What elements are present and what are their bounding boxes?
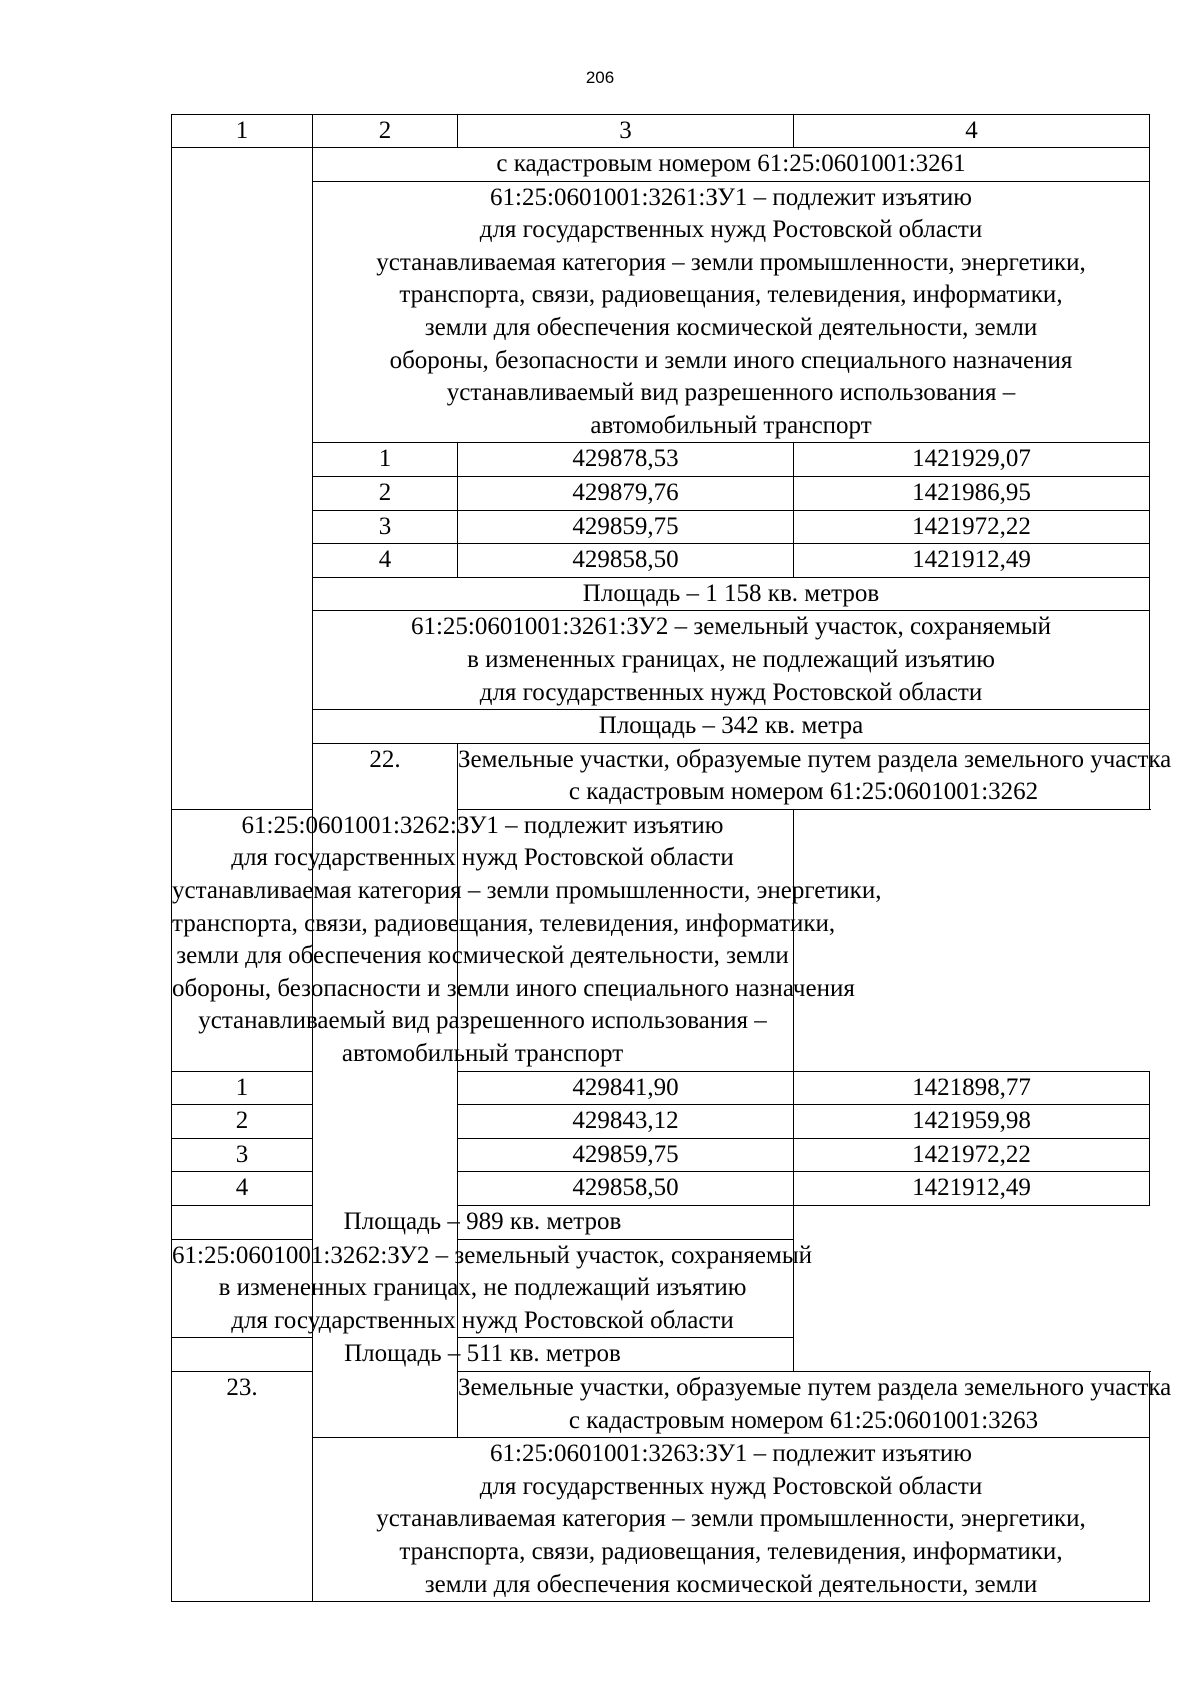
point-x: 429858,50 <box>458 544 794 578</box>
table-row <box>172 577 1150 611</box>
table-row <box>172 1239 1150 1338</box>
point-number: 4 <box>313 544 458 578</box>
plot-zu1-area: Площадь – 1 158 кв. метров <box>313 577 1150 611</box>
table-row <box>172 809 1150 1071</box>
point-number: 1 <box>172 1071 313 1105</box>
table-row <box>172 1206 1150 1240</box>
plot-zu1-description: 61:25:0601001:3261:ЗУ1 – подлежит изъятию для государственных нужд Ростовской области устанавливаемая категория – земли промышленности, энергетики, транспорта, связи, радиовещания, телевидения, информатики, земли для обеспечения космической деятельности, земли обороны, безопасности и земли иного специального назначения устанавливаемый вид разрешенного использования – автомобильный транспорт <box>313 181 1150 443</box>
column-header-2: 2 <box>313 115 458 148</box>
entry-number: 22. <box>313 743 458 1437</box>
point-y: 1421972,22 <box>794 1138 1150 1172</box>
table-row <box>172 148 1150 182</box>
page-number: 206 <box>585 68 615 87</box>
point-y: 1421929,07 <box>794 443 1150 477</box>
entry-number-cell <box>172 148 313 810</box>
table-row <box>172 181 1150 443</box>
column-header-row <box>172 115 1150 148</box>
point-y: 1421912,49 <box>794 1172 1150 1206</box>
point-y: 1421986,95 <box>794 476 1150 510</box>
column-header-4: 4 <box>794 115 1150 148</box>
point-number: 3 <box>313 510 458 544</box>
column-header-1: 1 <box>172 115 313 148</box>
point-number: 2 <box>172 1105 313 1139</box>
point-x: 429859,75 <box>458 510 794 544</box>
entry-title: Земельные участки, образуемые путем раздела земельного участка с кадастровым номером 61:25:0601001:3262 <box>458 743 1150 809</box>
point-number: 2 <box>313 476 458 510</box>
plot-zu2-area: Площадь – 342 кв. метра <box>313 710 1150 744</box>
table-row <box>172 710 1150 744</box>
plot-zu1-description: 61:25:0601001:3263:ЗУ1 – подлежит изъятию для государственных нужд Ростовской области устанавливаемая категория – земли промышленности, энергетики, транспорта, связи, радиовещания, телевидения, информатики, земли для обеспечения космической деятельности, земли <box>313 1438 1150 1602</box>
point-x: 429879,76 <box>458 476 794 510</box>
table-row <box>172 611 1150 710</box>
plot-zu2-description: 61:25:0601001:3261:ЗУ2 – земельный участок, сохраняемый в измененных границах, не подлежащий изъятию для государственных нужд Ростовской области <box>313 611 1150 710</box>
table-row <box>172 1338 1150 1372</box>
entry-title: Земельные участки, образуемые путем раздела земельного участка с кадастровым номером 61:25:0601001:3263 <box>458 1371 1150 1437</box>
coordinate-row <box>172 510 1150 544</box>
column-header-3: 3 <box>458 115 794 148</box>
land-plots-table <box>171 114 1172 1602</box>
point-number: 4 <box>172 1172 313 1206</box>
table-row <box>172 743 1150 809</box>
point-number: 3 <box>172 1138 313 1172</box>
plot-zu2-area: Площадь – 511 кв. метров <box>172 1338 794 1372</box>
plot-zu1-area: Площадь – 989 кв. метров <box>172 1206 794 1240</box>
plot-zu2-description: 61:25:0601001:3262:ЗУ2 – земельный участок, сохраняемый в измененных границах, не подлежащий изъятию для государственных нужд Ростовской области <box>172 1239 794 1338</box>
point-y: 1421972,22 <box>794 510 1150 544</box>
plot-zu1-description: 61:25:0601001:3262:ЗУ1 – подлежит изъятию для государственных нужд Ростовской области устанавливаемая категория – земли промышленности, энергетики, транспорта, связи, радиовещания, телевидения, информатики, земли для обеспечения космической деятельности, земли обороны, безопасности и земли иного специального назначения устанавливаемый вид разрешенного использования – автомобильный транспорт <box>172 809 794 1071</box>
point-x: 429841,90 <box>458 1071 794 1105</box>
point-y: 1421912,49 <box>794 544 1150 578</box>
coordinate-row <box>172 476 1150 510</box>
table-row <box>172 1438 1150 1602</box>
point-y: 1421898,77 <box>794 1071 1150 1105</box>
point-x: 429843,12 <box>458 1105 794 1139</box>
entry-title: с кадастровым номером 61:25:0601001:3261 <box>313 148 1150 182</box>
point-x: 429858,50 <box>458 1172 794 1206</box>
entry-number: 23. <box>172 1371 313 1601</box>
coordinate-row <box>172 443 1150 477</box>
point-y: 1421959,98 <box>794 1105 1150 1139</box>
point-x: 429878,53 <box>458 443 794 477</box>
point-x: 429859,75 <box>458 1138 794 1172</box>
point-number: 1 <box>313 443 458 477</box>
coordinate-row <box>172 544 1150 578</box>
